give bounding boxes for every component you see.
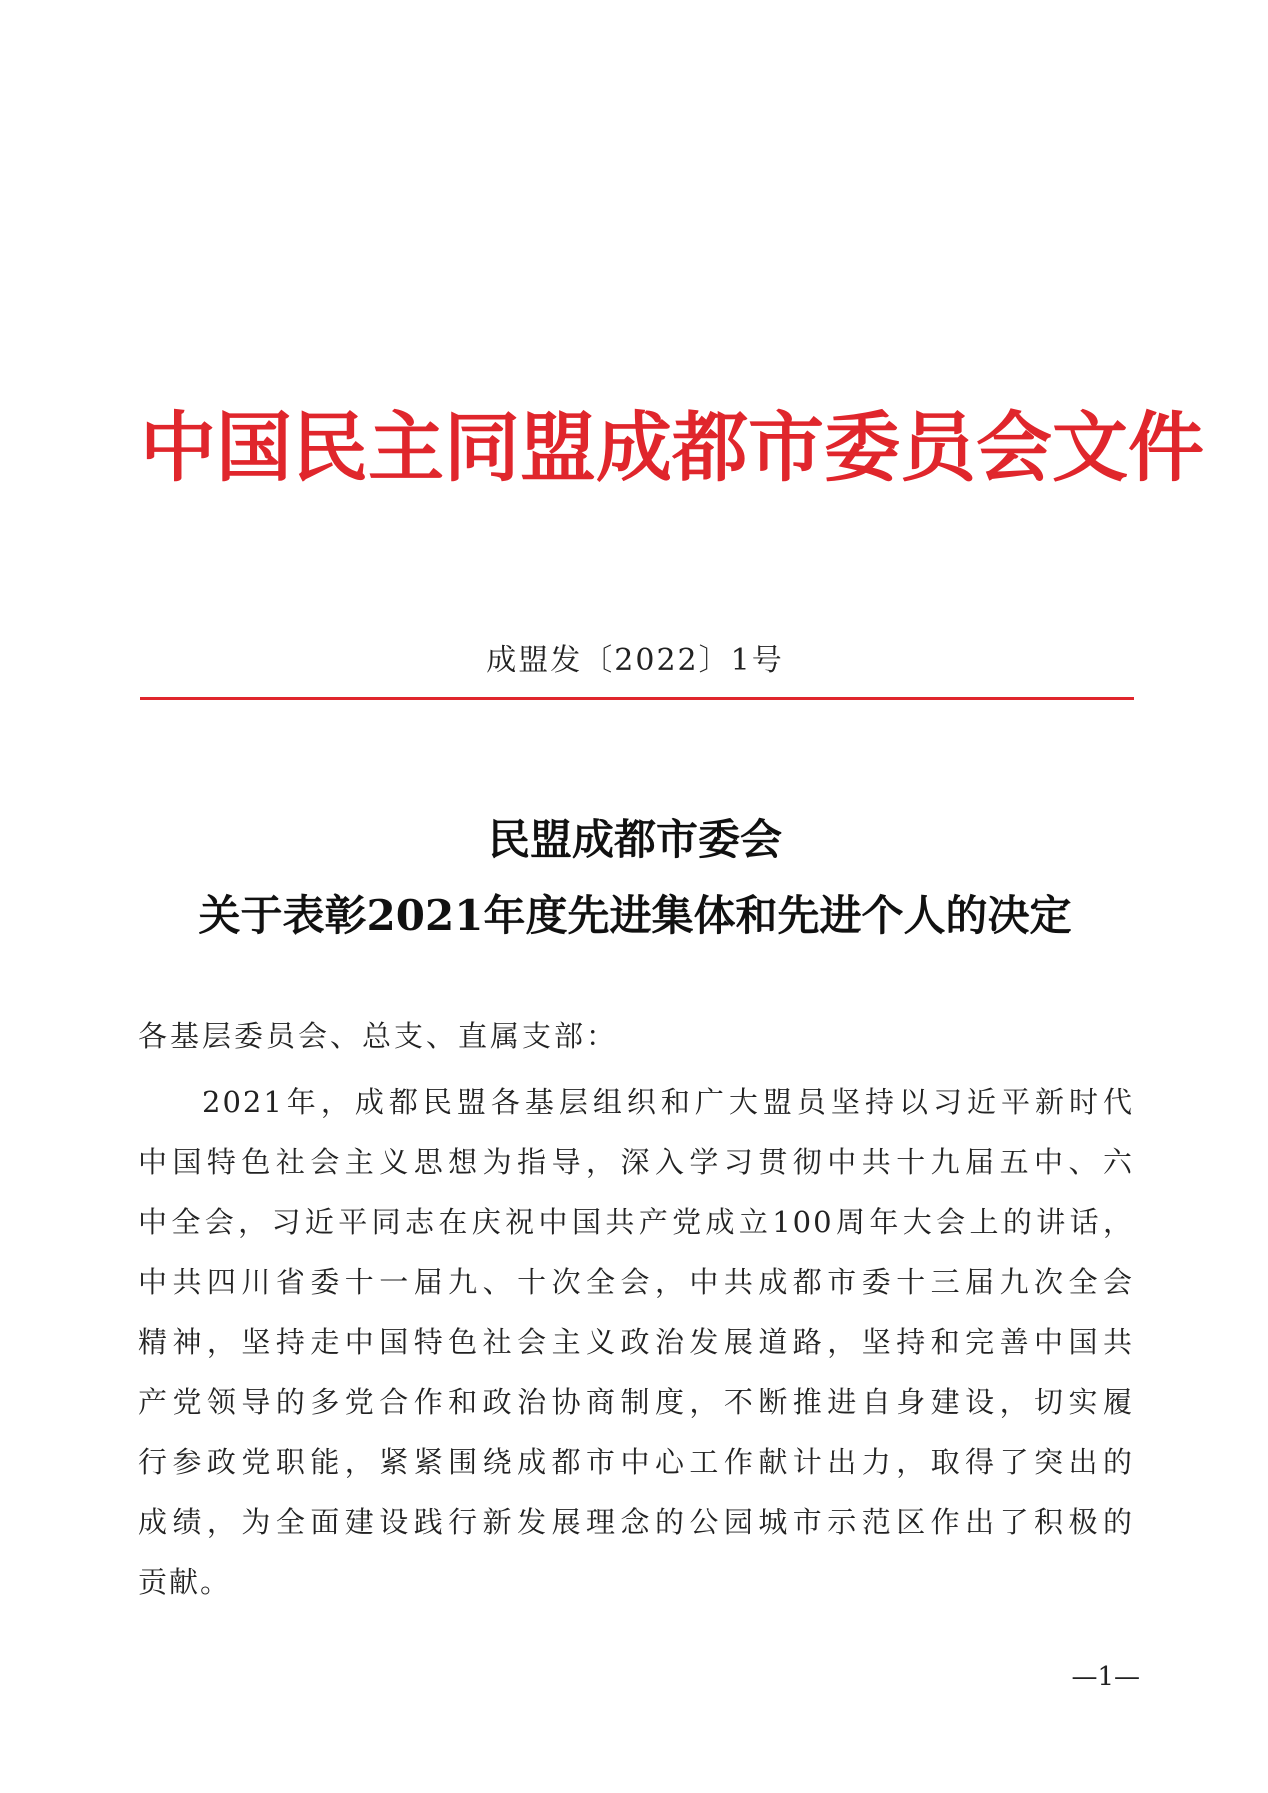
body-line: 中共四川省委十一届九、十次全会，中共成都市委十三届九次全会 xyxy=(138,1265,1134,1299)
body-line: 行参政党职能，紧紧围绕成都市中心工作献计出力，取得了突出的 xyxy=(138,1445,1134,1479)
body-line: 中国特色社会主义思想为指导，深入学习贯彻中共十九届五中、六 xyxy=(138,1145,1134,1179)
page-number: —1— xyxy=(1071,1662,1140,1692)
body-paragraph xyxy=(138,1072,1134,1612)
document-title-line-2: 关于表彰2021年度先进集体和先进个人的决定 xyxy=(198,891,1072,940)
body-line: 精神，坚持走中国特色社会主义政治发展道路，坚持和完善中国共 xyxy=(138,1325,1134,1359)
body-line: 成绩，为全面建设践行新发展理念的公园城市示范区作出了积极的 xyxy=(138,1505,1134,1539)
salutation: 各基层委员会、总支、直属支部： xyxy=(138,1019,619,1053)
body-line: 贡献。 xyxy=(138,1565,232,1599)
red-divider-line xyxy=(140,697,1134,700)
body-line: 2021年，成都民盟各基层组织和广大盟员坚持以习近平新时代 xyxy=(202,1085,1134,1119)
document-number: 成盟发〔2022〕1号 xyxy=(486,643,784,678)
document-title-line-1: 民盟成都市委会 xyxy=(487,815,782,864)
document-masthead: 中国民主同盟成都市委员会文件 xyxy=(140,403,1204,492)
body-line: 中全会，习近平同志在庆祝中国共产党成立100周年大会上的讲话， xyxy=(138,1205,1134,1239)
body-line: 产党领导的多党合作和政治协商制度，不断推进自身建设，切实履 xyxy=(138,1385,1134,1419)
